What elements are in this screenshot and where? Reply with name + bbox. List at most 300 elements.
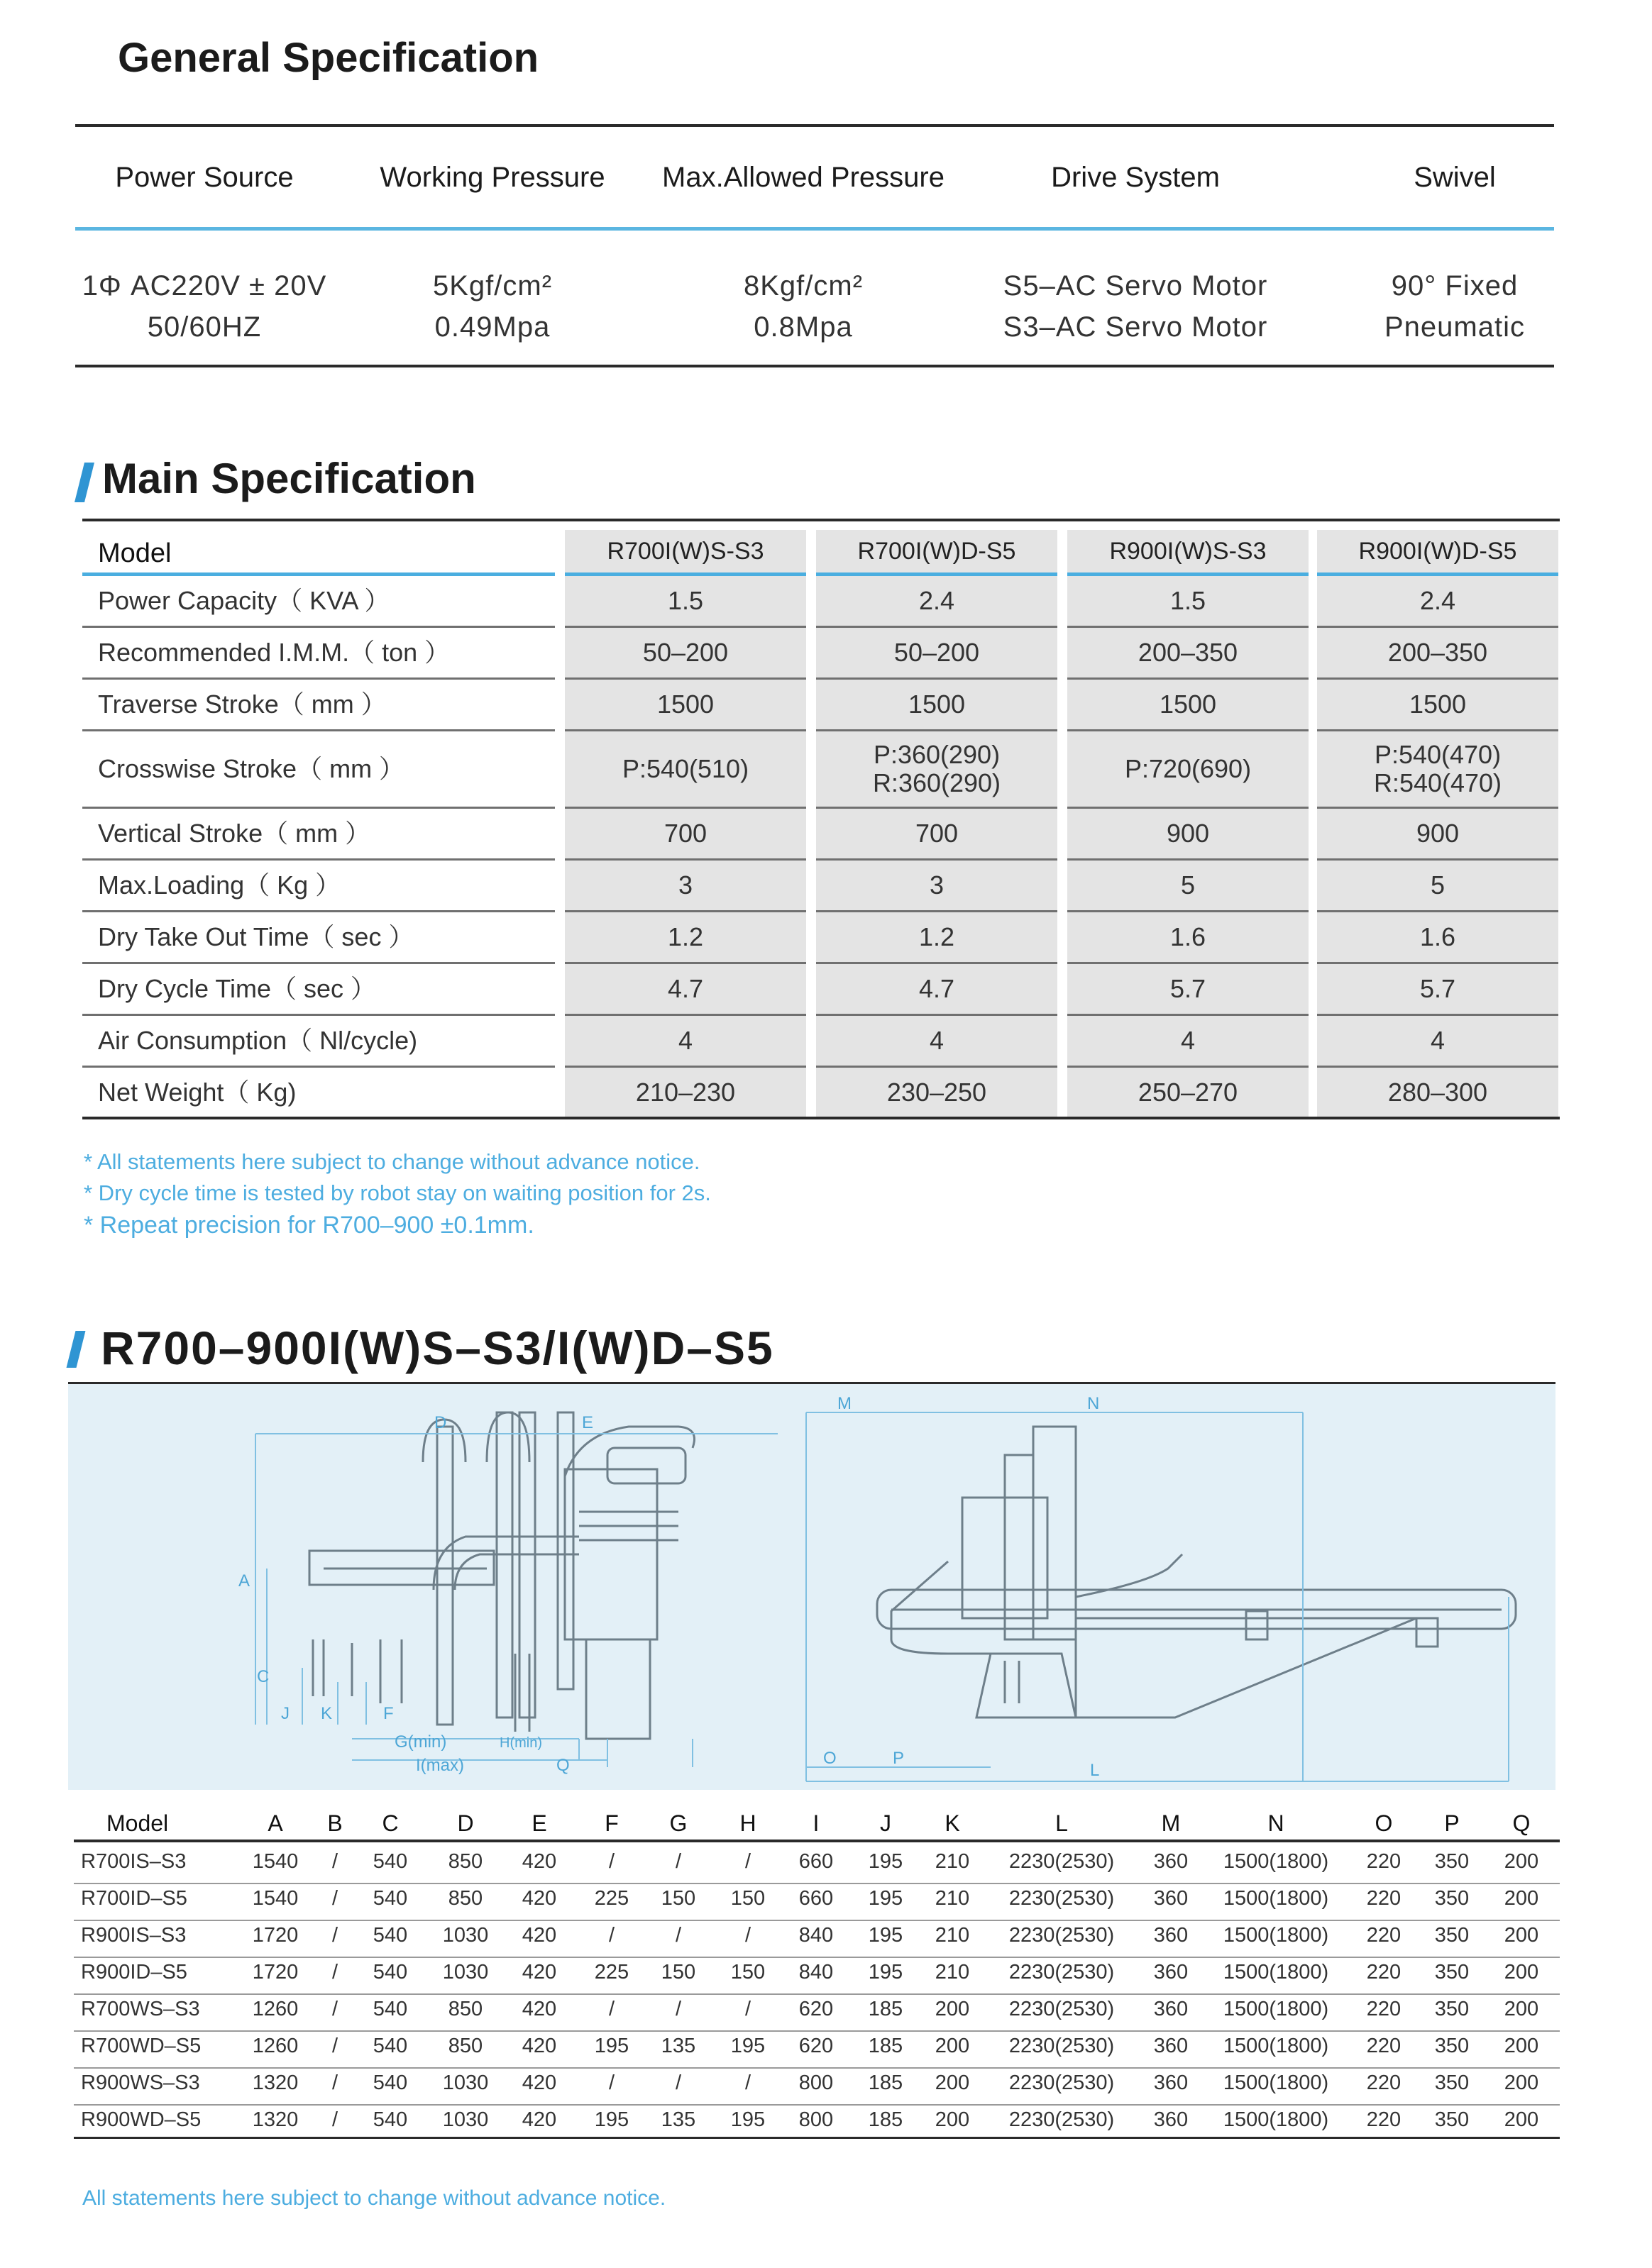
dim-cell: 2230(2530) [1008,2035,1115,2057]
dim-cell: R700IS–S3 [81,1850,187,1873]
dim-cell: 540 [373,2108,408,2131]
general-spec-title: General Specification [118,35,539,81]
dim-cell: / [331,1850,338,1873]
dim-cell: 2230(2530) [1008,1998,1115,2020]
general-value-1 [322,265,663,348]
dim-cell: 1500(1800) [1223,1998,1329,2020]
dim-cell: / [331,2108,338,2131]
spec-row-label: Dry Cycle Time（ sec ） [98,974,377,1003]
dim-cell: / [608,1924,615,1947]
dim-cell: 225 [594,1961,629,1984]
spec-value-cell [1067,576,1309,626]
dim-cell: 220 [1366,2035,1402,2057]
dim-cell: 350 [1434,1887,1470,1910]
spec-value-line: 200–350 [1138,638,1238,667]
general-value-line: S3–AC Servo Motor [1003,311,1268,343]
dim-cell: 195 [868,1850,903,1873]
dim-cell: 800 [798,2071,834,2094]
spec-value-line: R:540(470) [1373,768,1502,797]
spec-value-cell [816,680,1057,729]
dim-label-g-min: G(min) [395,1732,447,1752]
dim-cell: 150 [661,1961,696,1984]
model-header-cell: R700I(W)D-S5 [816,530,1057,572]
spec-value-cell [1067,731,1309,807]
dim-cell: 540 [373,1850,408,1873]
spec-value-cell [1317,576,1558,626]
dim-cell: 195 [594,2035,629,2057]
main-spec-title: Main Specification [102,455,476,502]
spec-value-cell [565,731,806,807]
spec-value-line: 700 [915,819,959,848]
dim-cell: 350 [1434,1924,1470,1947]
dim-cell: 350 [1434,2108,1470,2131]
spec-value-cell [565,576,806,626]
spec-value-cell [565,1068,806,1117]
dim-cell: / [331,2035,338,2057]
dim-row-rule [74,1920,1560,1921]
spec-value-cell [816,1068,1057,1117]
dim-cell: 840 [798,1961,834,1984]
dim-label-m: M [837,1394,852,1413]
dim-cell: / [744,1924,751,1947]
dim-cell: 540 [373,2071,408,2094]
spec-value-cell [1067,861,1309,910]
general-header-0: Power Source [115,162,294,193]
dim-row-rule [74,2067,1560,2069]
spec-value-line: 2.4 [918,586,955,615]
dim-cell: 200 [935,2035,970,2057]
spec-row-label: Air Consumption（ Nl/cycle) [98,1026,418,1055]
dim-cell: 1540 [252,1887,299,1910]
spec-row-label: Crosswise Stroke（ mm ） [98,754,405,783]
dim-label-j: J [281,1704,290,1723]
spec-value-line: 2.4 [1419,586,1456,615]
spec-value-line: 1.5 [667,586,704,615]
dim-cell: 1540 [252,1850,299,1873]
dim-cell: 1500(1800) [1223,1924,1329,1947]
dim-cell: 360 [1153,1998,1189,2020]
spec-value-cell [1317,861,1558,910]
main-note-2: * Dry cycle time is tested by robot stay on waiting position for 2s. [84,1180,711,1205]
dim-cell: 420 [522,2035,557,2057]
general-value-line: Pneumatic [1384,311,1525,343]
spec-value-cell [565,1016,806,1066]
general-value-line: 1Φ AC220V ± 20V [82,270,327,302]
dim-cell: / [744,1998,751,2020]
spec-value-line: P:540(510) [622,754,749,783]
dim-label-k: K [321,1704,333,1723]
dim-cell: 420 [522,2071,557,2094]
spec-value-line: 4 [1430,1026,1446,1055]
dim-cell: 2230(2530) [1008,2071,1115,2094]
dim-cell: 220 [1366,2108,1402,2131]
dim-cell: / [608,1998,615,2020]
dim-row-rule [74,1883,1560,1884]
spec-value-line: 200–350 [1387,638,1488,667]
dim-col-header: C [382,1810,399,1836]
dim-cell: R900WD–S5 [81,2108,202,2131]
dim-cell: 420 [522,1887,557,1910]
main-rule-top [82,519,1560,521]
model-header-cell: R900I(W)S-S3 [1067,530,1309,572]
dim-label-n: N [1087,1394,1100,1413]
dim-cell: 185 [868,2108,903,2131]
spec-value-cell [816,628,1057,677]
dim-cell: 210 [935,1887,970,1910]
dim-cell: 420 [522,1850,557,1873]
spec-value-cell [816,576,1057,626]
dimension-slash-icon [67,1331,86,1368]
general-value-line: S5–AC Servo Motor [1003,270,1268,302]
dim-cell: / [608,2071,615,2094]
general-value-line: 50/60HZ [147,311,262,343]
dim-cell: 220 [1366,1924,1402,1947]
general-value-line: 5Kgf/cm² [432,270,553,302]
dim-label-i-max: I(max) [416,1756,464,1775]
spec-value-cell [816,1016,1057,1066]
spec-value-line: 1.5 [1169,586,1206,615]
spec-value-line: 5 [1180,870,1196,900]
dim-cell: R700WD–S5 [81,2035,202,2057]
spec-value-cell [1067,912,1309,962]
dim-label-c: C [257,1667,270,1686]
dim-cell: 1500(1800) [1223,1887,1329,1910]
dim-cell: / [675,1924,682,1947]
dim-cell: 220 [1366,1998,1402,2020]
spec-value-cell [816,964,1057,1014]
spec-value-line: 3 [929,870,945,900]
dim-col-header: J [880,1810,891,1836]
spec-value-cell [1067,1016,1309,1066]
spec-value-line: 280–300 [1387,1078,1488,1107]
spec-row-label: Net Weight（ Kg) [98,1078,297,1107]
dim-col-header: M [1161,1810,1181,1836]
dimension-table-bottom-rule [74,2137,1560,2139]
dim-cell: 350 [1434,1998,1470,2020]
general-header-1: Working Pressure [380,162,605,193]
general-rule-bottom [75,365,1554,367]
spec-value-line: 900 [1416,819,1460,848]
dim-cell: R700ID–S5 [81,1887,187,1910]
dim-cell: / [608,1850,615,1873]
dim-col-header: A [268,1810,283,1836]
dim-cell: 1720 [252,1924,299,1947]
dim-row-rule [74,1957,1560,1958]
dim-cell: 2230(2530) [1008,1850,1115,1873]
spec-value-cell [1067,964,1309,1014]
spec-value-cell [565,861,806,910]
dim-cell: / [675,1998,682,2020]
dim-cell: 200 [1504,1850,1539,1873]
dim-cell: 225 [594,1887,629,1910]
spec-value-line: P:540(470) [1374,740,1502,769]
footer-note: All statements here subject to change without advance notice. [82,2186,666,2210]
spec-row-label: Recommended I.M.M.（ ton ） [98,638,451,667]
dim-cell: 2230(2530) [1008,2108,1115,2131]
spec-value-line: 5.7 [1419,974,1456,1003]
dim-label-e: E [582,1413,594,1432]
spec-value-line: 1.6 [1169,922,1206,951]
dim-cell: 420 [522,2108,557,2131]
dim-cell: / [331,1887,338,1910]
model-header-cell: R700I(W)S-S3 [565,530,806,572]
dim-cell: 195 [868,1924,903,1947]
dim-cell: 850 [448,1850,483,1873]
dim-cell: / [331,1998,338,2020]
general-value-line: 0.49Mpa [434,311,551,343]
dim-cell: 210 [935,1850,970,1873]
dim-label-q: Q [556,1756,570,1775]
dim-cell: / [331,1924,338,1947]
spec-row-label: Vertical Stroke（ mm ） [98,819,371,848]
spec-value-cell [816,861,1057,910]
dim-cell: / [331,2071,338,2094]
dim-cell: 150 [730,1887,766,1910]
dim-cell: 1500(1800) [1223,1961,1329,1984]
spec-value-line: R:360(290) [872,768,1001,797]
dim-cell: 200 [1504,2071,1539,2094]
spec-value-cell [565,912,806,962]
dim-label-d: D [434,1413,447,1432]
dim-cell: R900IS–S3 [81,1924,187,1947]
spec-value-line: 1.2 [918,922,955,951]
dim-cell: 150 [661,1887,696,1910]
dimension-title: R700–900I(W)S–S3/I(W)D–S5 [101,1322,774,1374]
spec-value-line: 3 [678,870,693,900]
spec-value-line: 250–270 [1138,1078,1238,1107]
general-rule-header [75,227,1554,231]
general-value-line: 8Kgf/cm² [743,270,864,302]
dim-cell: 220 [1366,1961,1402,1984]
spec-value-cell [565,680,806,729]
dimension-table-head-rule [74,1840,1560,1842]
dim-cell: / [675,1850,682,1873]
spec-value-cell [1067,680,1309,729]
general-value-line: 90° Fixed [1391,270,1519,302]
dim-cell: 1030 [442,2108,489,2131]
dim-col-header: K [945,1810,960,1836]
general-value-2 [633,265,974,348]
spec-value-cell [565,964,806,1014]
spec-value-cell [1317,731,1558,807]
spec-value-cell [1067,1068,1309,1117]
dim-cell: R700WS–S3 [81,1998,200,2020]
spec-value-line: 230–250 [886,1078,987,1107]
spec-value-line: P:360(290) [873,740,1001,769]
spec-value-line: 1500 [656,690,715,719]
spec-value-line: 1.2 [667,922,704,951]
dim-col-header: H [739,1810,756,1836]
dim-cell: R900WS–S3 [81,2071,200,2094]
spec-row-label: Dry Take Out Time（ sec ） [98,922,414,951]
dim-col-header: P [1444,1810,1460,1836]
dim-cell: 420 [522,1961,557,1984]
spec-value-cell [1317,628,1558,677]
dim-cell: 1500(1800) [1223,2071,1329,2094]
dim-col-header: D [457,1810,474,1836]
spec-value-cell [1317,912,1558,962]
general-value-4 [1284,265,1625,348]
main-note-3: * Repeat precision for R700–900 ±0.1mm. [84,1212,534,1239]
dim-col-header: Q [1512,1810,1531,1836]
spec-row-label: Max.Loading（ Kg ） [98,870,341,900]
dim-label-o: O [823,1749,837,1768]
dim-cell: 350 [1434,2071,1470,2094]
dim-cell: 200 [935,2108,970,2131]
general-rule-top [75,124,1554,127]
dim-cell: 200 [935,1998,970,2020]
dim-cell: 2230(2530) [1008,1924,1115,1947]
spec-value-line: 4 [929,1026,945,1055]
spec-value-cell [1067,809,1309,858]
spec-value-line: 5 [1430,870,1446,900]
main-note-1: * All statements here subject to change without advance notice. [84,1149,700,1174]
dim-cell: 1260 [252,1998,299,2020]
dim-cell: 220 [1366,1850,1402,1873]
dim-cell: 135 [661,2035,696,2057]
dim-cell: 540 [373,2035,408,2057]
spec-value-cell [1317,809,1558,858]
robot-drawing-icon [68,1384,1555,1790]
dim-cell: 200 [935,2071,970,2094]
general-value-3 [965,265,1306,348]
dim-col-header: L [1055,1810,1068,1836]
dim-cell: 620 [798,2035,834,2057]
dim-label-l: L [1090,1761,1100,1780]
dim-cell: / [675,2071,682,2094]
general-header-3: Drive System [1051,162,1220,193]
main-rule-bottom [82,1117,1560,1119]
model-header-label: Model [98,538,172,568]
spec-value-cell [1317,964,1558,1014]
spec-value-line: 5.7 [1169,974,1206,1003]
dim-cell: 1030 [442,1961,489,1984]
dim-cell: 195 [730,2035,766,2057]
dim-cell: / [331,1961,338,1984]
dim-cell: 1720 [252,1961,299,1984]
general-header-2: Max.Allowed Pressure [662,162,945,193]
dim-col-header: G [669,1810,688,1836]
dim-cell: 195 [730,2108,766,2131]
dim-cell: 200 [1504,1961,1539,1984]
dim-cell: 540 [373,1961,408,1984]
dim-cell: / [744,2071,751,2094]
dim-col-header: O [1375,1810,1393,1836]
dim-cell: 360 [1153,1924,1189,1947]
dim-cell: 800 [798,2108,834,2131]
dim-cell: 2230(2530) [1008,1887,1115,1910]
dim-label-f: F [383,1704,394,1723]
dim-cell: 150 [730,1961,766,1984]
dim-cell: 1320 [252,2071,299,2094]
dim-cell: 660 [798,1887,834,1910]
spec-value-cell [565,628,806,677]
dim-cell: R900ID–S5 [81,1961,187,1984]
dim-col-header: B [327,1810,343,1836]
dim-cell: 200 [1504,1998,1539,2020]
dim-cell: 200 [1504,2108,1539,2131]
dim-col-header: E [532,1810,547,1836]
dim-cell: 220 [1366,2071,1402,2094]
dim-cell: 360 [1153,1850,1189,1873]
dim-cell: 850 [448,1887,483,1910]
dim-cell: 195 [868,1961,903,1984]
dim-cell: 350 [1434,2035,1470,2057]
general-value-line: 0.8Mpa [754,311,853,343]
spec-value-line: 1500 [1159,690,1217,719]
dim-cell: 185 [868,2071,903,2094]
spec-value-cell [816,912,1057,962]
spec-value-cell [1317,1016,1558,1066]
dim-cell: 420 [522,1924,557,1947]
spec-value-line: 1500 [1409,690,1467,719]
dim-label-p: P [893,1749,905,1768]
spec-value-line: 1500 [908,690,966,719]
dim-cell: 200 [1504,1887,1539,1910]
model-header-cell: R900I(W)D-S5 [1317,530,1558,572]
dim-col-header: F [605,1810,619,1836]
dim-col-header: Model [106,1810,169,1836]
spec-value-line: 210–230 [635,1078,736,1107]
spec-value-cell [816,731,1057,807]
dim-cell: 540 [373,1887,408,1910]
dim-cell: 660 [798,1850,834,1873]
dim-row-rule [74,2030,1560,2032]
dim-cell: 350 [1434,1961,1470,1984]
dim-col-header: N [1267,1810,1284,1836]
dim-cell: 195 [594,2108,629,2131]
dim-cell: 1260 [252,2035,299,2057]
dim-cell: 540 [373,1924,408,1947]
spec-value-line: 50–200 [893,638,980,667]
spec-value-line: 1.6 [1419,922,1456,951]
spec-value-line: 700 [663,819,707,848]
main-spec-slash-icon [75,463,94,502]
spec-value-cell [1317,680,1558,729]
dim-cell: 360 [1153,2071,1189,2094]
dim-col-header: I [813,1810,820,1836]
dim-cell: 200 [1504,1924,1539,1947]
dim-cell: 1500(1800) [1223,1850,1329,1873]
dim-cell: 420 [522,1998,557,2020]
spec-value-cell [565,809,806,858]
dim-cell: 540 [373,1998,408,2020]
dim-cell: 135 [661,2108,696,2131]
spec-row-label: Power Capacity（ KVA ） [98,586,390,615]
spec-value-cell [1067,628,1309,677]
dim-cell: 185 [868,2035,903,2057]
dim-cell: 185 [868,1998,903,2020]
dim-cell: 195 [868,1887,903,1910]
dim-cell: 360 [1153,2108,1189,2131]
dim-cell: 1320 [252,2108,299,2131]
dim-cell: 210 [935,1924,970,1947]
dim-cell: 220 [1366,1887,1402,1910]
dim-cell: 1030 [442,2071,489,2094]
dim-cell: 200 [1504,2035,1539,2057]
spec-value-cell [816,809,1057,858]
spec-value-line: 900 [1166,819,1210,848]
dim-cell: 850 [448,1998,483,2020]
dim-cell: 350 [1434,1850,1470,1873]
robot-dimension-diagram [68,1384,1555,1790]
dim-cell: 620 [798,1998,834,2020]
dim-label-a: A [238,1571,250,1591]
dim-cell: 840 [798,1924,834,1947]
spec-value-line: 4 [1180,1026,1196,1055]
spec-value-line: 50–200 [642,638,729,667]
dim-cell: 360 [1153,1961,1189,1984]
